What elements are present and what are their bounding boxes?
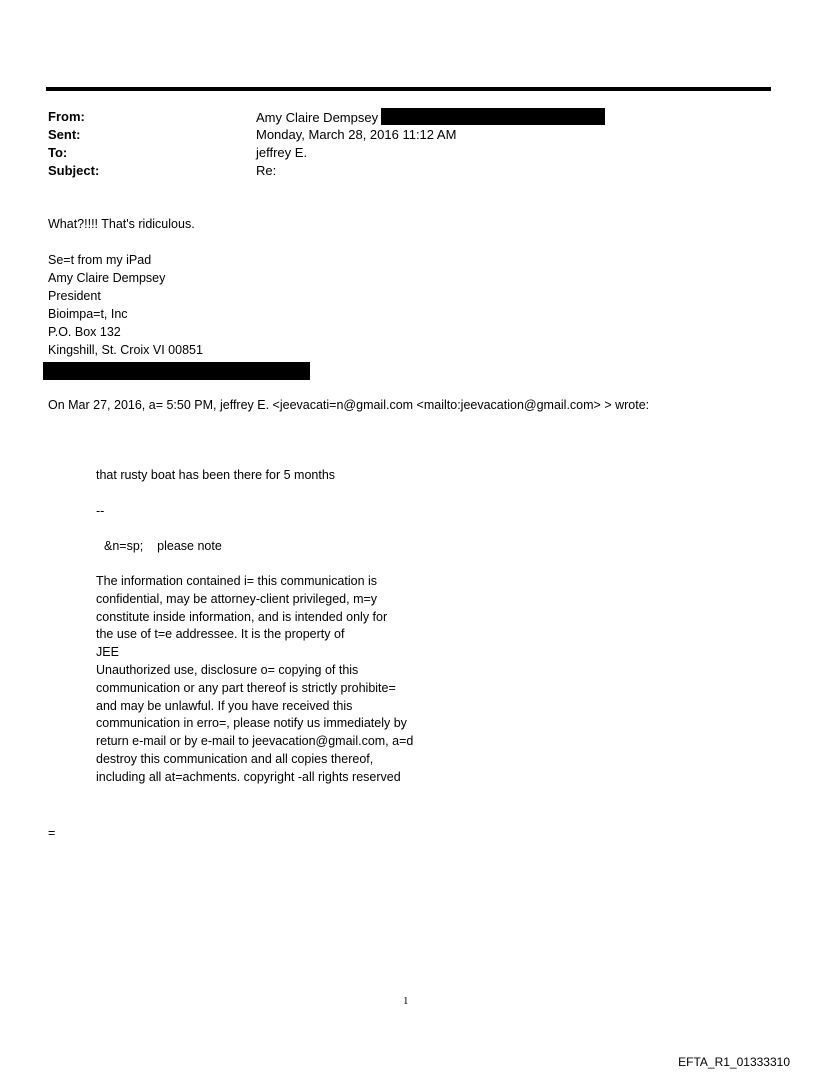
notice-line: destroy this communication and all copies thereof, bbox=[96, 751, 374, 766]
sent-value: Monday, March 28, 2016 11:12 AM bbox=[256, 127, 457, 142]
notice-line: constitute inside information, and is intended only for bbox=[96, 609, 388, 624]
signature-line: Se=t from my iPad bbox=[48, 253, 152, 267]
quoted-note: &n=sp; please note bbox=[104, 539, 222, 553]
notice-line: Unauthorized use, disclosure o= copying of this bbox=[96, 662, 359, 677]
redaction-bar bbox=[381, 108, 605, 125]
quoted-message: that rusty boat has been there for 5 months bbox=[96, 468, 336, 482]
signature-line: Kingshill, St. Croix VI 00851 bbox=[48, 343, 203, 357]
to-value: jeffrey E. bbox=[256, 145, 308, 160]
quoted-separator: -- bbox=[96, 504, 105, 518]
subject-label: Subject: bbox=[48, 163, 100, 178]
notice-line: communication or any part thereof is strictly prohibite= bbox=[96, 680, 396, 695]
sent-label: Sent: bbox=[48, 127, 81, 142]
signature-line: President bbox=[48, 289, 101, 303]
from-value bbox=[256, 108, 605, 127]
redaction-bar bbox=[43, 362, 310, 380]
notice-line: The information contained i= this communication is bbox=[96, 574, 378, 588]
notice-line: return e-mail or by e-mail to jeevacation@gmail.com, a=d bbox=[96, 734, 414, 749]
signature-block bbox=[48, 251, 203, 359]
from-label: From: bbox=[48, 109, 85, 124]
page-number: 1 bbox=[403, 995, 409, 1007]
notice-line: including all at=achments. copyright -all rights reserved bbox=[96, 769, 401, 784]
confidentiality-notice bbox=[96, 573, 413, 787]
to-label: To: bbox=[48, 145, 68, 160]
reply-text: What?!!!! That's ridiculous. bbox=[48, 217, 195, 231]
document-id: EFTA_R1_01333310 bbox=[678, 1055, 790, 1069]
notice-line: the use of t=e addressee. It is the property of bbox=[96, 627, 345, 642]
subject-value: Re: bbox=[256, 163, 277, 178]
notice-line: JEE bbox=[96, 645, 119, 660]
quote-intro: On Mar 27, 2016, a= 5:50 PM, jeffrey E. <jeevacati=n@gmail.com <mailto:jeevacation@gmail.com> > wrote: bbox=[48, 398, 650, 412]
notice-line: and may be unlawful. If you have received this bbox=[96, 698, 353, 713]
top-rule bbox=[46, 87, 771, 91]
signature-line: P.O. Box 132 bbox=[48, 325, 121, 339]
from-name: Amy Claire Dempsey bbox=[256, 110, 379, 125]
signature-line: Bioimpa=t, Inc bbox=[48, 307, 128, 321]
trailer-char: = bbox=[48, 826, 56, 840]
notice-line: communication in erro=, please notify us immediately by bbox=[96, 716, 407, 731]
signature-line: Amy Claire Dempsey bbox=[48, 271, 166, 285]
notice-line: confidential, may be attorney-client privileged, m=y bbox=[96, 591, 378, 606]
